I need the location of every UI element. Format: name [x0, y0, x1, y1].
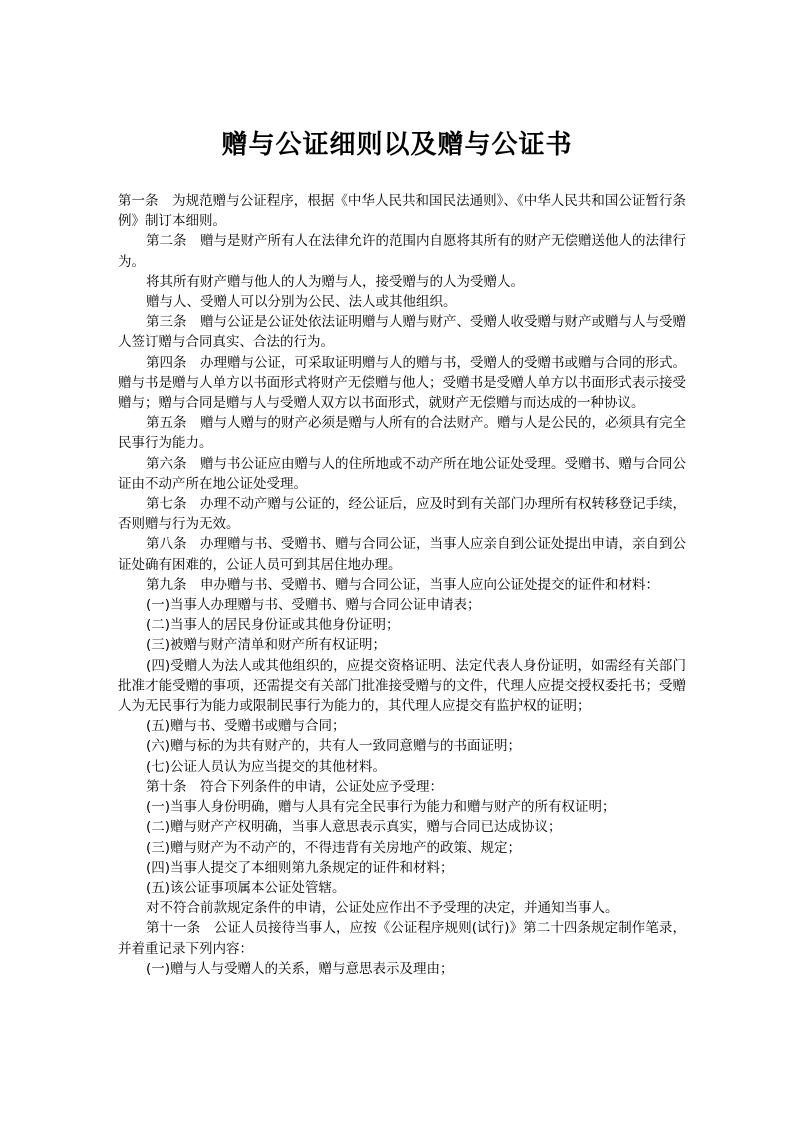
document-title: 赠与公证细则以及赠与公证书 [221, 130, 573, 160]
paragraph-article-8: 第八条 办理赠与书、受赠书、赠与合同公证，当事人应亲自到公证处提出申请，亲自到公证处确有困难的，公证人员可到其居住地办理。 [118, 536, 686, 573]
list-item: (三)被赠与财产清单和财产所有权证明； [146, 637, 387, 654]
paragraph-article-9: 第九条 申办赠与书、受赠书、赠与合同公证，当事人应向公证处提交的证件和材料： [146, 576, 659, 593]
list-item: (二)赠与财产产权明确，当事人意思表示真实，赠与合同已达成协议； [146, 819, 562, 836]
list-item: (一)当事人身份明确，赠与人具有完全民事行为能力和赠与财产的所有权证明； [146, 799, 616, 816]
paragraph: 将其所有财产赠与他人的人为赠与人，接受赠与的人为受赠人。 [146, 273, 524, 290]
list-item: (七)公证人员认为应当提交的其他材料。 [146, 758, 387, 775]
list-item: (六)赠与标的为共有财产的，共有人一致同意赠与的书面证明； [146, 738, 522, 755]
paragraph: 对不符合前款规定条件的申请，公证处应作出不予受理的决定，并通知当事人。 [146, 900, 619, 917]
paragraph-article-11: 第十一条 公证人员接待当事人，应按《公证程序规则(试行)》第二十四条规定制作笔录，并着重记录下列内容： [118, 920, 686, 957]
list-item: (一)当事人办理赠与书、受赠书、赠与合同公证申请表； [146, 597, 481, 614]
paragraph-article-3: 第三条 赠与公证是公证处依法证明赠与人赠与财产、受赠人收受赠与财产或赠与人与受赠人签订赠与合同真实、合法的行为。 [118, 314, 686, 351]
list-item: (五)赠与书、受赠书或赠与合同； [146, 718, 346, 735]
list-item: (二)当事人的居民身份证或其他身份证明； [146, 617, 400, 634]
list-item: (四)当事人提交了本细则第九条规定的证件和材料； [146, 859, 454, 876]
list-item: (四)受赠人为法人或其他组织的，应提交资格证明、法定代表人身份证明，如需经有关部门批准才能受赠的事项，还需提交有关部门批准接受赠与的文件，代理人应提交授权委托书；受赠人为无民事行为能力或限制民事行为能力的，其代理人应提交有监护权的证明； [118, 657, 686, 715]
list-item: (三)赠与财产为不动产的，不得违背有关房地产的政策、规定； [146, 839, 522, 856]
list-item: (五)该公证事项属本公证处管辖。 [146, 879, 346, 896]
paragraph-article-2: 第二条 赠与是财产所有人在法律允许的范围内自愿将其所有的财产无偿赠送他人的法律行为。 [118, 233, 686, 270]
paragraph-article-6: 第六条 赠与书公证应由赠与人的住所地或不动产所在地公证处受理。受赠书、赠与合同公证由不动产所在地公证处受理。 [118, 455, 686, 492]
document-body [118, 191, 686, 979]
paragraph-article-10: 第十条 符合下列条件的申请，公证处应予受理： [146, 778, 443, 795]
paragraph-article-1: 第一条 为规范赠与公证程序，根据《中华人民共和国民法通则》、《中华人民共和国公证暂行条例》制订本细则。 [118, 193, 686, 230]
paragraph-article-7: 第七条 办理不动产赠与公证的，经公证后，应及时到有关部门办理所有权转移登记手续，否则赠与行为无效。 [118, 496, 686, 533]
paragraph-article-5: 第五条 赠与人赠与的财产必须是赠与人所有的合法财产。赠与人是公民的，必须具有完全民事行为能力。 [118, 415, 686, 452]
paragraph: 赠与人、受赠人可以分别为公民、法人或其他组织。 [146, 294, 457, 311]
list-item: (一)赠与人与受赠人的关系，赠与意思表示及理由； [146, 960, 454, 977]
paragraph-article-4: 第四条 办理赠与公证，可采取证明赠与人的赠与书，受赠人的受赠书或赠与合同的形式。赠与书是赠与人单方以书面形式将财产无偿赠与他人；受赠书是受赠人单方以书面形式表示接受赠与；赠与合同是赠与人与受赠人双方以书面形式，就财产无偿赠与而达成的一种协议。 [118, 354, 686, 412]
